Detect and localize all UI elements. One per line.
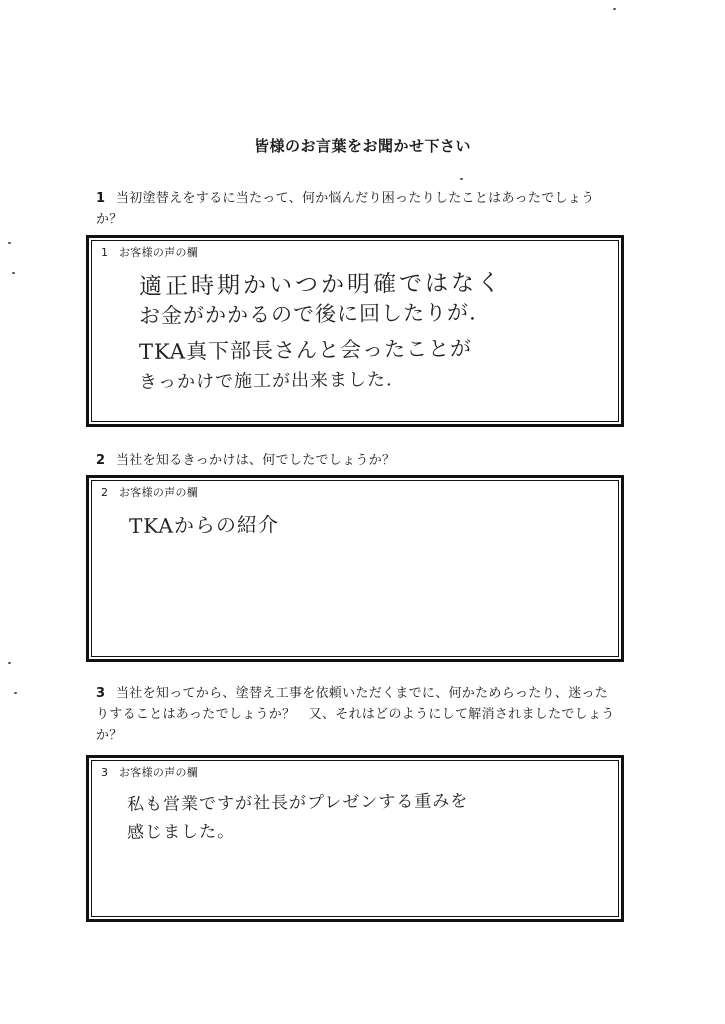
answer-box-3-number: 3 [101,766,109,779]
answer-box-2-label [101,484,198,500]
page-title: 皆様のお言葉をお聞かせ下さい [253,137,471,155]
question-3-line-1 [96,683,656,704]
question-2-text-1: 当社を知るきっかけは、何でしたでしょうか？ [116,453,396,468]
question-1-number: 1 [96,191,106,206]
question-3-text-1: 当社を知ってから、塗替え工事を依頼いただくまでに、何かためらったり、迷った [116,686,609,701]
answer-box-2 [86,475,624,662]
question-2-line-1 [96,450,656,471]
answer-1-line-2: お金がかかるので後に回したりが. [138,300,477,328]
scan-speck [8,242,11,244]
scan-speck [613,8,616,10]
answer-box-1 [86,235,624,427]
question-3 [96,683,656,746]
answer-box-3 [86,755,624,922]
question-1-text-2: か？ [96,212,123,227]
answer-box-3-label [101,764,198,780]
question-1 [96,188,656,230]
answer-box-2-number: 2 [101,486,109,499]
question-2 [96,450,656,471]
answer-1-line-4: きっかけで施工が出来ました. [138,369,393,393]
answer-box-1-label-text: お客様の声の欄 [119,246,199,259]
answer-box-2-label-text: お客様の声の欄 [119,486,199,499]
answer-box-1-label [101,244,198,260]
question-3-text-2: りすることはあったでしょうか？ 又、それはどのようにして解消されましたでしょう [96,707,615,722]
answer-3-line-1: 私も営業ですが社長がプレゼンする重みを [126,791,469,815]
question-1-line-1 [96,188,656,209]
answer-3-line-2: 感じました。 [126,821,236,843]
question-2-number: 2 [96,453,106,468]
question-1-text-1: 当初塗替えをするに当たって、何か悩んだり困ったりしたことはあったでしょう [116,191,595,206]
scan-speck [8,662,11,664]
question-3-number: 3 [96,686,106,701]
answer-1-line-1: 適正時期かいつか明確ではなく [138,270,504,300]
answer-box-2-frame [91,480,619,657]
question-3-text-3: か？ [96,728,123,743]
answer-2-line-1: TKAからの紹介 [128,512,280,538]
answer-box-1-number: 1 [101,246,109,259]
scan-speck [460,178,463,180]
scan-speck [14,692,17,694]
answer-box-3-label-text: お客様の声の欄 [119,766,199,779]
answer-1-line-3: TKA真下部長さんと会ったことが [138,336,473,364]
scan-speck [12,272,15,274]
